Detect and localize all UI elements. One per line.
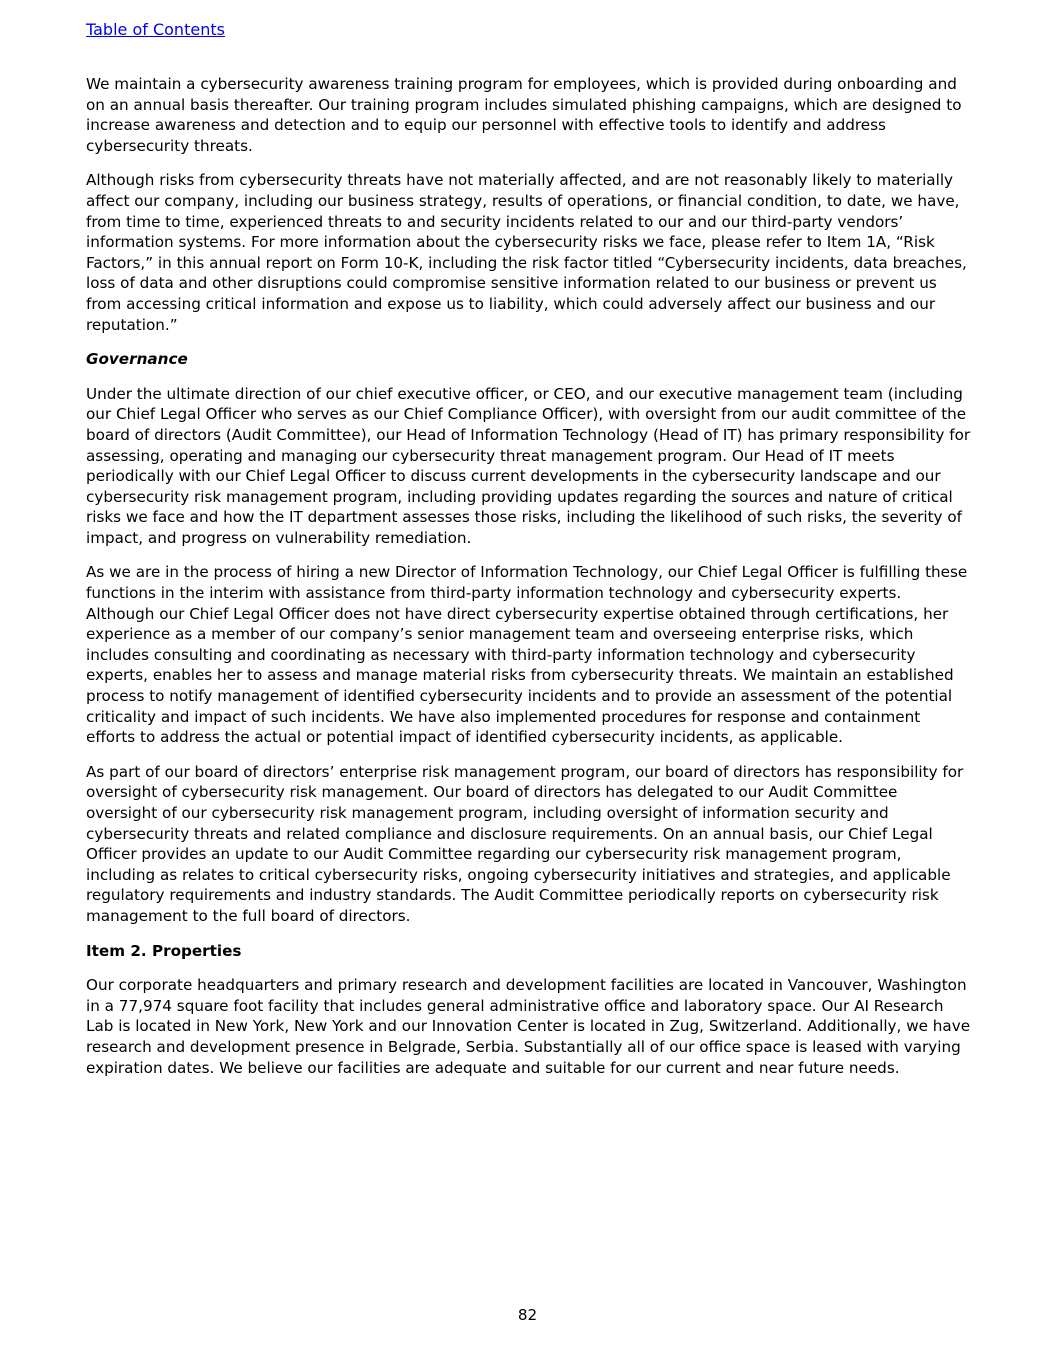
table-of-contents-link[interactable]: Table of Contents [86,20,225,39]
paragraph-training-program: We maintain a cybersecurity awareness training program for employees, which is provided during onboarding and on an annual basis thereafter. Our training program includes simulated phishing campaigns, which are designed to increase awareness and detection and to equip our personnel with effective tools to identify and address cybersecurity threats. [86,75,962,155]
document-body [86,74,972,1092]
page-number: 82 [517,1306,538,1324]
paragraph-properties: Our corporate headquarters and primary research and development facilities are located in Vancouver, Washington in a 77,974 square foot facility that includes general administrative office and laboratory space. Our AI Research Lab is located in New York, New York and our Innovation Center is located in Zug, Switzerland. Additionally, we have research and development presence in Belgrade, Serbia. Substantially all of our office space is leased with varying expiration dates. We believe our facilities are adequate and suitable for our current and near future needs. [86,976,971,1077]
properties-heading: Item 2. Properties [86,941,242,960]
paragraph-cybersecurity-risks: Although risks from cybersecurity threats have not materially affected, and are not reasonably likely to materially affect our company, including our business strategy, results of operations, or financial condition, to date, we have, from time to time, experienced threats to and security incidents related to our and our third-party vendors’ information systems. For more information about the cybersecurity risks we face, please refer to Item 1A, “Risk Factors,” in this annual report on Form 10-K, including the risk factor titled “Cybersecurity incidents, data breaches, loss of data and other disruptions could compromise sensitive information related to our business or prevent us from accessing critical information and expose us to liability, which could adversely affect our business and our reputation.” [86,171,967,334]
paragraph-governance-interim: As we are in the process of hiring a new Director of Information Technology, our Chief Legal Officer is fulfilling these functions in the interim with assistance from third-party information technology and cybersecurity experts. Although our Chief Legal Officer does not have direct cybersecurity expertise obtained through certifications, her experience as a member of our company’s senior management team and overseeing enterprise risks, which includes consulting and coordinating as necessary with third-party information technology and cybersecurity experts, enables her to assess and manage material risks from cybersecurity threats. We maintain an established process to notify management of identified cybersecurity incidents and to provide an assessment of the potential criticality and impact of such incidents. We have also implemented procedures for response and containment efforts to address the actual or potential impact of identified cybersecurity incidents, as applicable. [86,563,968,747]
paragraph-governance-board: As part of our board of directors’ enterprise risk management program, our board of directors has responsibility for oversight of cybersecurity risk management. Our board of directors has delegated to our Audit Committee oversight of our cybersecurity risk management program, including oversight of information security and cybersecurity threats and related compliance and disclosure requirements. On an annual basis, our Chief Legal Officer provides an update to our Audit Committee regarding our cybersecurity risk management program, including as relates to critical cybersecurity risks, ongoing cybersecurity initiatives and strategies, and applicable regulatory requirements and industry standards. The Audit Committee periodically reports on cybersecurity risk management to the full board of directors. [86,762,964,925]
paragraph-governance-oversight: Under the ultimate direction of our chief executive officer, or CEO, and our executive management team (including our Chief Legal Officer who serves as our Chief Compliance Officer), with oversight from our audit committee of the board of directors (Audit Committee), our Head of Information Technology (Head of IT) has primary responsibility for assessing, operating and managing our cybersecurity threat management program. Our Head of IT meets periodically with our Chief Legal Officer to discuss current developments in the cybersecurity landscape and our cybersecurity risk management program, including providing updates regarding the sources and nature of critical risks we face and how the IT department assesses those risks, including the likelihood of such risks, the severity of impact, and progress on vulnerability remediation. [86,384,971,547]
governance-heading: Governance [86,350,188,369]
